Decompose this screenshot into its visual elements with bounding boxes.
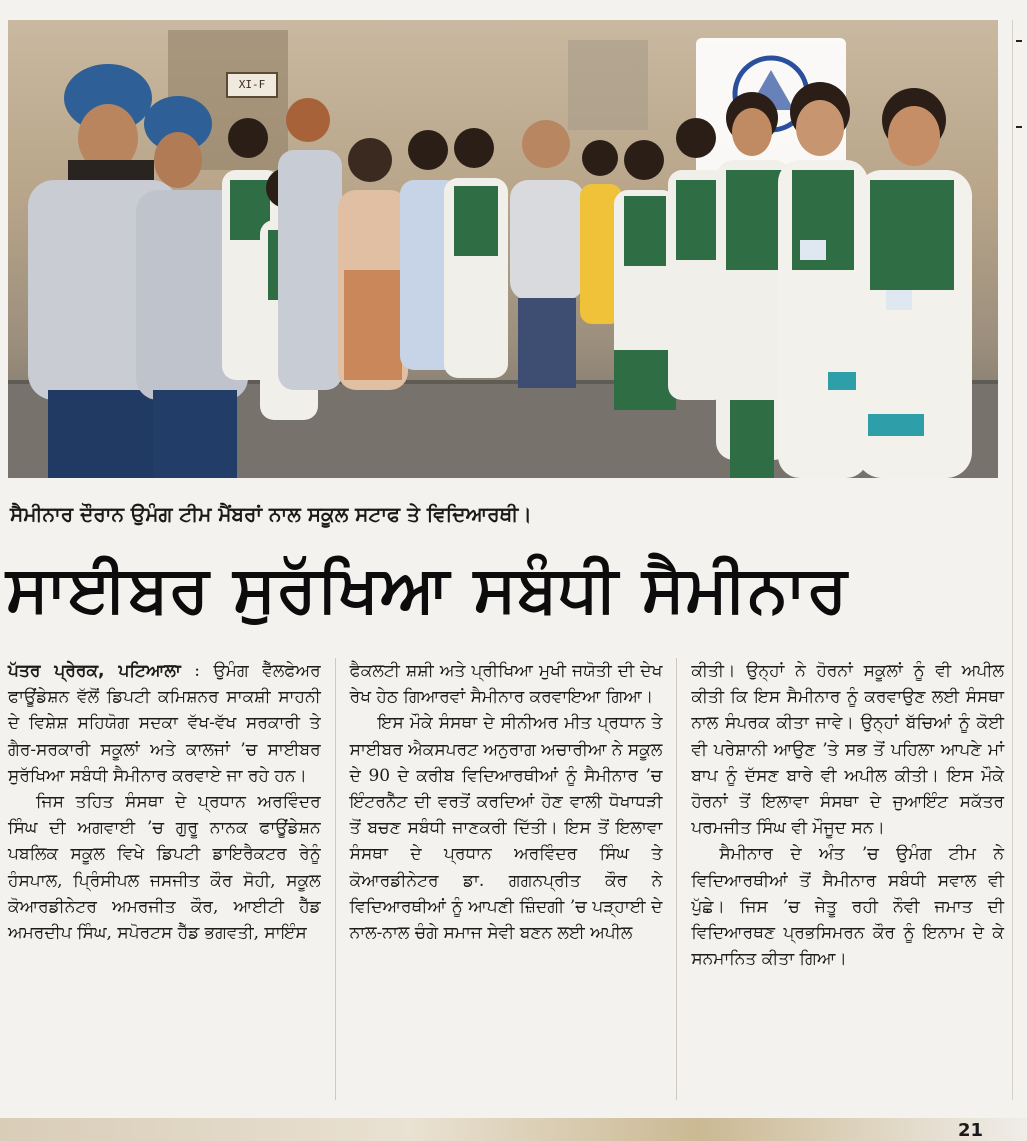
article-column-1	[8, 658, 321, 1100]
next-photo-strip	[0, 1118, 1027, 1141]
page-number: 21	[957, 1120, 983, 1141]
paragraph: ਕੀਤੀ। ਉਨ੍ਹਾਂ ਨੇ ਹੋਰਨਾਂ ਸਕੂਲਾਂ ਨੂੰ ਵੀ ਅਪੀਲ ਕੀਤੀ ਕਿ ਇਸ ਸੈਮੀਨਾਰ ਨੂੰ ਕਰਵਾਉਣ ਲਈ ਸੰਸਥਾ ਨਾਲ ਸੰਪਰਕ ਕੀਤਾ ਜਾਵੇ। ਉਨ੍ਹਾਂ ਬੱਚਿਆਂ ਨੂੰ ਕੋਈ ਵੀ ਪਰੇਸ਼ਾਨੀ ਆਉਣ ’ਤੇ ਸਭ ਤੋਂ ਪਹਿਲਾ ਆਪਣੇ ਮਾਂ ਬਾਪ ਨੂੰ ਦੱਸਣ ਬਾਰੇ ਵੀ ਅਪੀਲ ਕੀਤੀ। ਇਸ ਮੌਕੇ ਹੋਰਨਾਂ ਤੋਂ ਇਲਾਵਾ ਸੰਸਥਾ ਦੇ ਜੁਆਇੰਟ ਸਕੱਤਰ ਪਰਮਜੀਤ ਸਿੰਘ ਵੀ ਮੌਜੂਦ ਸਨ।	[691, 661, 1004, 839]
photo-caption: ਸੈਮੀਨਾਰ ਦੌਰਾਨ ਉਮੰਗ ਟੀਮ ਮੈਂਬਰਾਂ ਨਾਲ ਸਕੂਲ ਸਟਾਫ ਤੇ ਵਿਦਿਆਰਥੀ।	[10, 502, 532, 526]
article-column-3	[691, 658, 1004, 1100]
group-photo-scene	[8, 20, 998, 478]
paragraph: ਸੈਮੀਨਾਰ ਦੇ ਅੰਤ ’ਚ ਉਮੰਗ ਟੀਮ ਨੇ ਵਿਦਿਆਰਥੀਆਂ ਤੋਂ ਸੈਮੀਨਾਰ ਸਬੰਧੀ ਸਵਾਲ ਵੀ ਪੁੱਛੇ। ਜਿਸ ’ਚ ਜੇਤੂ ਰਹੀ ਨੌਵੀ ਜਮਾਤ ਦੀ ਵਿਦਿਆਰਥਣ ਪ੍ਰਭਸਿਮਰਨ ਕੌਰ ਨੂੰ ਇਨਾਮ ਦੇ ਕੇ ਸਨਮਾਨਿਤ ਕੀਤਾ ਗਿਆ।	[691, 844, 1004, 970]
column-divider	[676, 658, 677, 1100]
paragraph-text: : ਉਮੰਗ ਵੈੱਲਫੇਅਰ ਫਾਊਂਡੇਸ਼ਨ ਵੱਲੋਂ ਡਿਪਟੀ ਕਮਿਸ਼ਨਰ ਸਾਕਸ਼ੀ ਸਾਹਨੀ ਦੇ ਵਿਸ਼ੇਸ਼ ਸਹਿਯੋਗ ਸਦਕਾ ਵੱਖ-ਵੱਖ ਸਰਕਾਰੀ ਤੇ ਗੈਰ-ਸਰਕਾਰੀ ਸਕੂਲਾਂ ਅਤੇ ਕਾਲਜਾਂ ’ਚ ਸਾਈਬਰ ਸੁਰੱਖਿਆ ਸਬੰਧੀ ਸੈਮੀਨਾਰ ਕਰਵਾਏ ਜਾ ਰਹੇ ਹਨ।	[8, 661, 321, 786]
edge-mark	[1016, 40, 1022, 42]
dateline: ਪੱਤਰ ਪ੍ਰੇਰਕ, ਪਟਿਆਲਾ	[8, 661, 181, 681]
group-photo	[8, 20, 998, 478]
paragraph: ਇਸ ਮੌਕੇ ਸੰਸਥਾ ਦੇ ਸੀਨੀਅਰ ਮੀਤ ਪ੍ਰਧਾਨ ਤੇ ਸਾਈਬਰ ਐਕਸਪਰਟ ਅਨੁਰਾਗ ਅਚਾਰੀਆ ਨੇ ਸਕੂਲ ਦੇ 90 ਦੇ ਕਰੀਬ ਵਿਦਿਆਰਥੀਆਂ ਨੂੰ ਸੈਮੀਨਾਰ ’ਚ ਇੰਟਰਨੈੱਟ ਦੀ ਵਰਤੋਂ ਕਰਦਿਆਂ ਹੋਣ ਵਾਲੀ ਧੋਖਾਧੜੀ ਤੋਂ ਬਚਣ ਸਬੰਧੀ ਜਾਣਕਰੀ ਦਿੱਤੀ। ਇਸ ਤੋਂ ਇਲਾਵਾ ਸੰਸਥਾ ਦੇ ਪ੍ਰਧਾਨ ਅਰਵਿੰਦਰ ਸਿੰਘ ਤੇ ਕੋਆਰਡੀਨੇਟਰ ਡਾ. ਗਗਨਪ੍ਰੀਤ ਕੌਰ ਨੇ ਵਿਦਿਆਰਥੀਆਂ ਨੂੰ ਆਪਣੀ ਜ਼ਿੰਦਗੀ ’ਚ ਪੜ੍ਹਾਈ ਦੇ ਨਾਲ-ਨਾਲ ਚੰਗੇ ਸਮਾਜ ਸੇਵੀ ਬਣਨ ਲਈ ਅਪੀਲ	[349, 713, 663, 944]
class-sign: XI-F	[226, 72, 278, 98]
edge-mark	[1016, 126, 1022, 128]
right-edge-rule	[1012, 20, 1013, 1100]
crowd-middle	[222, 98, 728, 420]
column-divider	[335, 658, 336, 1100]
paragraph	[8, 658, 321, 789]
article-column-2	[350, 658, 663, 1100]
article-body	[8, 658, 1004, 1100]
headline: ਸਾਈਬਰ ਸੁਰੱਖਿਆ ਸਬੰਧੀ ਸੈਮੀਨਾਰ	[6, 553, 849, 627]
paragraph: ਜਿਸ ਤਹਿਤ ਸੰਸਥਾ ਦੇ ਪ੍ਰਧਾਨ ਅਰਵਿੰਦਰ ਸਿੰਘ ਦੀ ਅਗਵਾਈ ’ਚ ਗੁਰੂ ਨਾਨਕ ਫਾਊਂਡੇਸ਼ਨ ਪਬਲਿਕ ਸਕੂਲ ਵਿਖੇ ਡਿਪਟੀ ਡਾਇਰੈਕਟਰ ਰੇਨੂੰ ਹੰਸਪਾਲ, ਪ੍ਰਿੰਸੀਪਲ ਜਸਜੀਤ ਕੌਰ ਸੋਹੀ, ਸਕੂਲ ਕੋਆਰਡੀਨੇਟਰ ਅਮਰਜੀਤ ਕੌਰ, ਆਈਟੀ ਹੈੱਡ ਅਮਰਦੀਪ ਸਿੰਘ, ਸਪੋਰਟਸ ਹੈੱਡ ਭਗਵਤੀ, ਸਾਇੰਸ	[8, 792, 321, 944]
paragraph: ਫੈਕਲਟੀ ਸ਼ਸ਼ੀ ਅਤੇ ਪ੍ਰੀਖਿਆ ਮੁਖੀ ਜਯੋਤੀ ਦੀ ਦੇਖ ਰੇਖ ਹੇਠ ਗਿਆਰਵਾਂ ਸੈਮੀਨਾਰ ਕਰਵਾਇਆ ਗਿਆ।	[349, 661, 663, 708]
